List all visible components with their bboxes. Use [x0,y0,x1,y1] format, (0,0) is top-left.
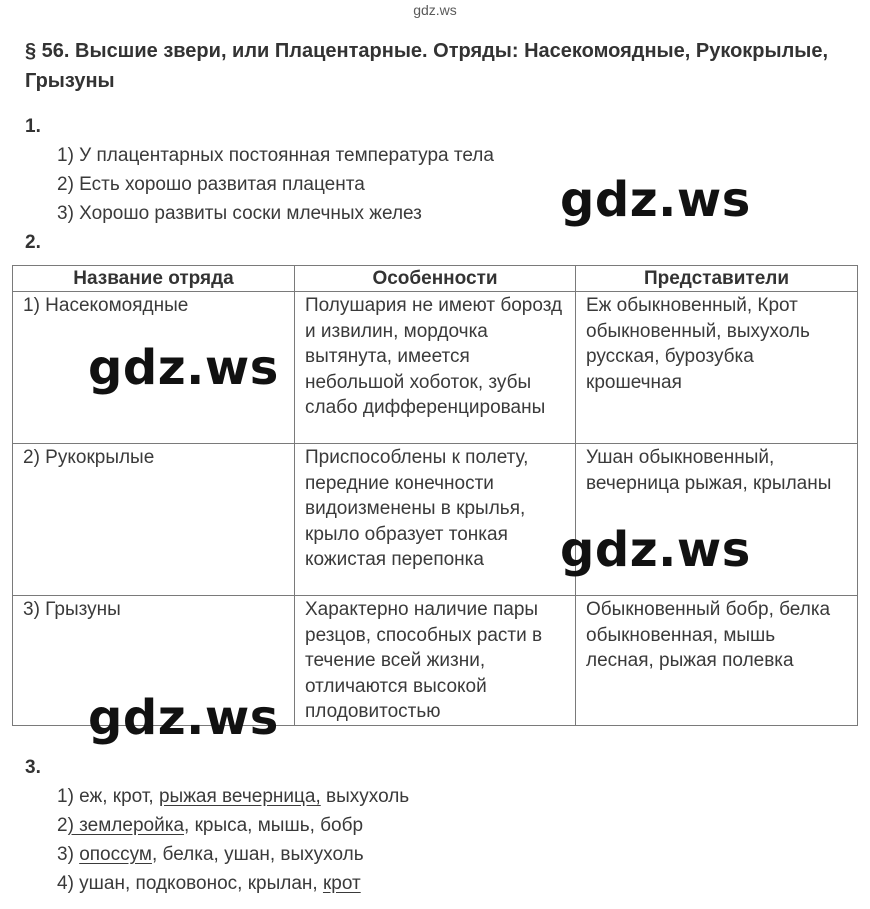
q3-text: , белка, ушан, выхухоль [151,844,364,865]
features-cell: Характерно наличие пары резцов, способных расти в течение всей жизни, отличаются высокой плодовитостью [295,596,576,726]
q3-text: выхухоль [320,786,410,807]
watermark: gdz.ws [560,522,751,578]
q3-answer-line [57,786,409,808]
representatives-cell: Еж обыкновенный, Крот обыкновенный, выхухоль русская, бурозубка крошечная [576,292,858,444]
q1-answer-line: 1) У плацентарных постоянная температура тела [57,145,494,166]
header-order-name: Название отряда [13,266,295,292]
site-mark: gdz.ws [413,2,457,18]
q3-underlined-word: ) землеройка [67,815,185,836]
q3-text: 3) [57,844,80,865]
representatives-cell: Обыкновенный бобр, белка обыкновенная, мышь лесная, рыжая полевка [576,596,858,726]
order-name-cell: 3) Грызуны [13,596,295,726]
question-2-number: 2. [25,232,41,253]
order-name-cell: 2) Рукокрылые [13,444,295,596]
question-1-number: 1. [25,116,41,137]
watermark: gdz.ws [88,690,279,746]
watermark: gdz.ws [88,340,279,396]
q3-underlined-word: крот [322,873,361,894]
q3-answer-line [57,873,361,895]
features-cell: Приспособлены к полету, передние конечности видоизменены в крылья, крыло образует тонкая кожистая перепонка [295,444,576,596]
watermark: gdz.ws [560,172,751,228]
features-cell: Полушария не имеют борозд и извилин, мордочка вытянута, имеется небольшой хоботок, зубы слабо дифференцированы [295,292,576,444]
q3-answer-line [57,844,364,866]
q3-text: 2 [57,815,68,836]
q1-answer-line: 3) Хорошо развиты соски млечных желез [57,203,422,224]
q3-text: , крыса, мышь, бобр [184,815,364,836]
q3-text: 4) ушан, подковонос, крылан, [57,873,323,894]
q3-text: 1) еж, крот, [57,786,159,807]
header-representatives: Представители [576,266,858,292]
q3-underlined-word: опоссум [79,844,152,865]
orders-table [12,265,858,726]
q3-underlined-word: рыжая вечерница, [158,786,321,807]
q1-answer-line: 2) Есть хорошо развитая плацента [57,174,365,195]
section-title: § 56. Высшие звери, или Плацентарные. Отряды: Насекомоядные, Рукокрылые, Грызуны [25,40,829,92]
question-3-number: 3. [25,757,41,778]
q3-answer-line [57,815,363,837]
table-header-row [13,266,858,292]
header-features: Особенности [295,266,576,292]
representatives-cell: Ушан обыкновенный, вечерница рыжая, крыланы [576,444,858,596]
order-name-cell: 1) Насекомоядные [13,292,295,444]
